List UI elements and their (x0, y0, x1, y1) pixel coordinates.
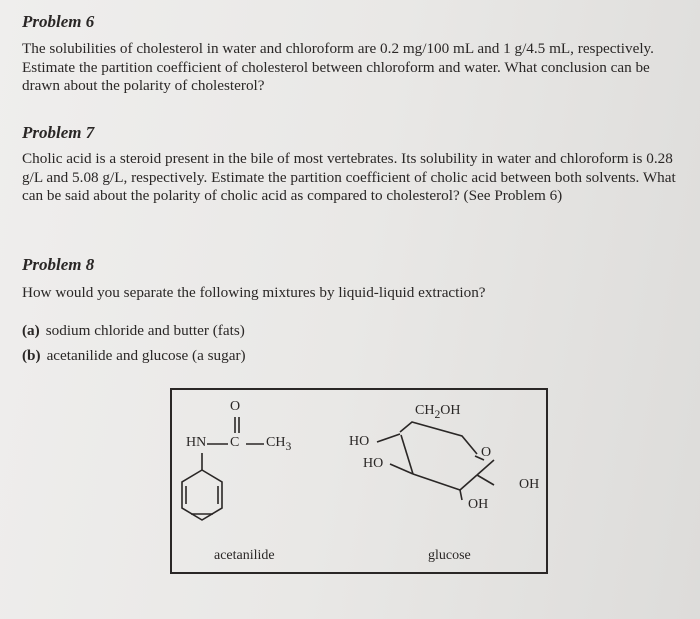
problem-7-text: Cholic acid is a steroid present in the bile of most vertebrates. Its solubility in water and chloroform is 0.28 g/L and 5.08 g/L, respectively. Estimate the partition coefficient of cholic acid between both solvents. What can be said about the polarity of cholic acid as compared to cholesterol? (See Problem 6) (22, 150, 676, 205)
acetanilide-structure (182, 417, 264, 520)
glucose-c2-c1 (460, 475, 477, 490)
benzene-ring (182, 470, 222, 520)
glucose-ch2oh-label (415, 403, 461, 421)
structures-figure (170, 388, 548, 574)
structures-drawing (172, 390, 546, 572)
item-b-text: acetanilide and glucose (a sugar) (46, 347, 246, 364)
glucose-ho1-label: HO (349, 434, 370, 449)
item-a-label: (a) (22, 322, 40, 339)
oh-right-bond (477, 475, 494, 485)
glucose-oh-bottom-label: OH (468, 497, 489, 512)
glucose-ring-o-label: O (481, 445, 492, 460)
ch3-text: CH (266, 435, 286, 450)
glucose-c4-c3 (401, 435, 413, 474)
problem-8-item-a (22, 322, 245, 340)
acetanilide-ch3-label (266, 435, 291, 453)
problem-8-heading: Problem 8 (22, 255, 95, 274)
ch2oh-ch: CH (415, 403, 435, 418)
acetanilide-c-label: C (230, 435, 240, 450)
glucose-ring-top (400, 422, 477, 454)
ch2oh-oh: OH (440, 403, 461, 418)
ch2oh-subscript: 2 (434, 407, 441, 421)
problem-8-text: How would you separate the following mixtures by liquid-liquid extraction? (22, 284, 486, 301)
glucose-ho2-label: HO (363, 456, 384, 471)
ch3-subscript: 3 (285, 439, 292, 453)
glucose-c3-c2 (413, 474, 460, 490)
acetanilide-caption: acetanilide (214, 548, 275, 563)
problem-6-text: The solubilities of cholesterol in water and chloroform are 0.2 mg/100 mL and 1 g/4.5 mL, respectively. Estimate the partition coefficient of cholesterol between chloroform and water. What conclusion can be drawn about the polarity of cholesterol? (22, 40, 654, 95)
glucose-oh-right-label: OH (519, 477, 540, 492)
glucose-caption: glucose (428, 548, 471, 563)
acetanilide-o-label: O (230, 399, 241, 414)
problem-7-heading: Problem 7 (22, 123, 95, 142)
acetanilide-hn-label: HN (186, 435, 207, 450)
problem-8-item-b (22, 347, 246, 365)
glucose-structure (377, 422, 494, 500)
problem-6-heading: Problem 6 (22, 12, 95, 31)
item-a-text: sodium chloride and butter (fats) (45, 322, 245, 339)
item-b-label: (b) (22, 347, 41, 364)
ho1-bond (377, 434, 400, 442)
glucose-c1-o (477, 460, 494, 475)
oh-bottom-bond (460, 490, 462, 500)
